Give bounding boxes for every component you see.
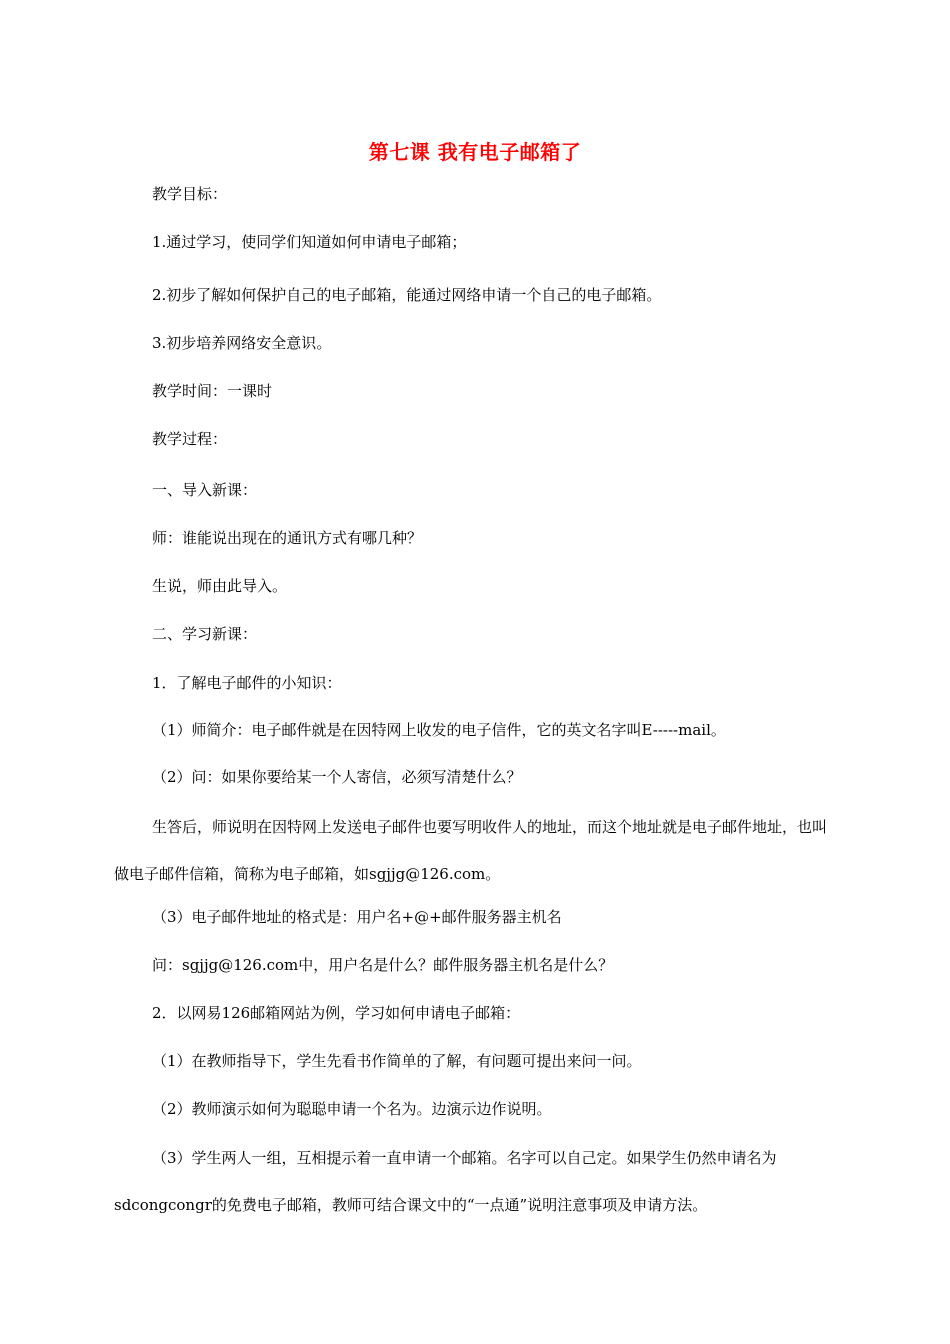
section-intro-heading: 一、导入新课： xyxy=(152,481,258,499)
paragraph-email-address-explanation: 生答后，师说明在因特网上发送电子邮件也要写明收件人的地址，而这个地址就是电子邮件地址，也叫做电子邮件信箱，简称为电子邮箱，如sgjjg@126.com。 xyxy=(114,818,828,883)
teacher-question: 师：谁能说出现在的通讯方式有哪几种？ xyxy=(152,529,423,547)
goal-item-3: 3.初步培养网络安全意识。 xyxy=(152,334,332,352)
subsection-apply-mailbox: 2．以网易126邮箱网站为例，学习如何申请电子邮箱： xyxy=(152,1004,521,1022)
subsection-email-knowledge: 1．了解电子邮件的小知识： xyxy=(152,674,342,692)
goal-item-2: 2.初步了解如何保护自己的电子邮箱，能通过网络申请一个自己的电子邮箱。 xyxy=(152,286,662,304)
paragraph-question-letter: （2）问：如果你要给某一个人寄信，必须写清楚什么？ xyxy=(152,768,522,786)
teaching-goals-heading: 教学目标： xyxy=(152,185,228,203)
paragraph-teacher-intro: （1）师简介：电子邮件就是在因特网上收发的电子信件，它的英文名字叫E-----mail。 xyxy=(152,721,726,739)
paragraph-address-question: 问：sgjjg@126.com中，用户名是什么？邮件服务器主机名是什么？ xyxy=(152,956,614,974)
section-new-lesson-heading: 二、学习新课： xyxy=(152,625,258,643)
paragraph-step-1: （1）在教师指导下，学生先看书作简单的了解，有问题可提出来问一问。 xyxy=(152,1052,642,1070)
lesson-title: 第七课 我有电子邮箱了 xyxy=(368,140,582,164)
student-answer-note: 生说，师由此导入。 xyxy=(152,577,288,595)
paragraph-step-3: （3）学生两人一组，互相提示着一直申请一个邮箱。名字可以自己定。如果学生仍然申请名为sdcongcongr的免费电子邮箱，教师可结合课文中的“一点通”说明注意事项及申请方法。 xyxy=(114,1149,777,1214)
paragraph-step-2: （2）教师演示如何为聪聪申请一个名为。边演示边作说明。 xyxy=(152,1100,552,1118)
teaching-time: 教学时间：一课时 xyxy=(152,382,273,400)
paragraph-address-format: （3）电子邮件地址的格式是：用户名+@+邮件服务器主机名 xyxy=(152,908,562,926)
teaching-process-heading: 教学过程： xyxy=(152,430,228,448)
goal-item-1: 1.通过学习，使同学们知道如何申请电子邮箱； xyxy=(152,233,467,251)
